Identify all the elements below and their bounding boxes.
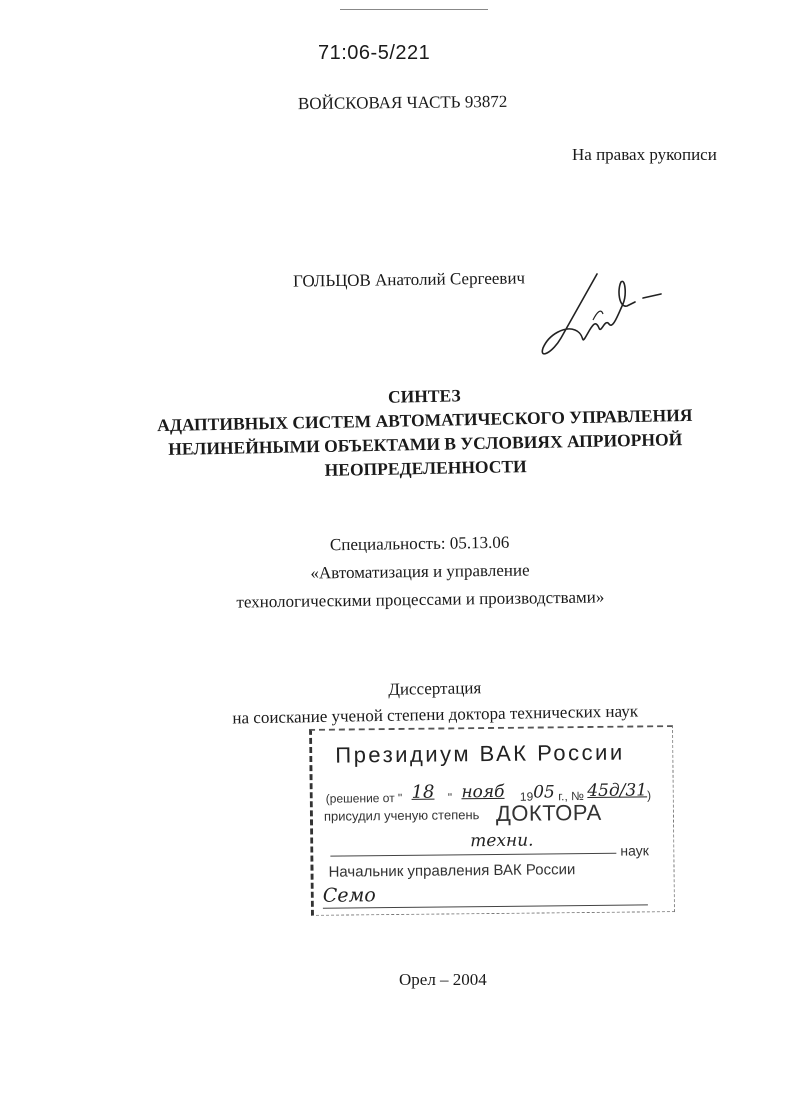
title-line-3: НЕОПРЕДЕЛЕННОСТИ [324, 456, 527, 480]
stamp-degree: ДОКТОРА [495, 799, 602, 826]
dissertation-type: Диссертация [388, 678, 482, 699]
specialty-name-1: «Автоматизация и управление [310, 560, 530, 583]
archive-code: 71:06-5/221 [318, 42, 431, 64]
stamp-field-handwritten: техни. [470, 830, 534, 852]
specialty-name-2: технологическими процессами и производствами» [236, 587, 605, 612]
specialty-block [199, 527, 640, 617]
place-year: Орел – 2004 [399, 970, 487, 989]
decision-month: нояб [461, 781, 505, 803]
dissertation-purpose: на соискание ученой степени доктора технических наук [232, 701, 639, 728]
title-line-1: АДАПТИВНЫХ СИСТЕМ АВТОМАТИЧЕСКОГО УПРАВЛЕНИЯ [157, 404, 693, 436]
title-heading: СИНТЕЗ [387, 385, 461, 407]
top-scan-line [340, 9, 488, 10]
stamp-chief-signature: Семо [322, 884, 376, 907]
decision-suffix: ) [647, 788, 652, 803]
decision-prefix: (решение от " [325, 790, 403, 806]
dissertation-title [139, 379, 711, 486]
decision-number: 45д/31 [587, 780, 648, 801]
stamp-field-suffix: наук [620, 842, 649, 859]
stamp-chief-title: Начальник управления ВАК России [328, 861, 576, 881]
vak-stamp [309, 725, 673, 915]
title-line-2: НЕЛИНЕЙНЫМИ ОБЪЕКТАМИ В УСЛОВИЯХ АПРИОРНОЙ [168, 429, 683, 459]
dissertation-block [200, 672, 671, 732]
author-name: ГОЛЬЦОВ Анатолий Сергеевич [292, 268, 526, 291]
decision-year-prefix: 19 [519, 789, 534, 804]
organization: ВОЙСКОВАЯ ЧАСТЬ 93872 [297, 91, 508, 114]
stamp-decision-line: (решение от " 18 " нояб 1905 г., № 45д/31) [325, 780, 652, 806]
decision-number-prefix: г., № [558, 789, 585, 804]
stamp-awarded-text: присудил ученую степень [323, 807, 480, 824]
decision-day: 18 [411, 781, 435, 803]
decision-year: 05 [533, 782, 555, 803]
specialty-code: Специальность: 05.13.06 [329, 532, 510, 555]
stamp-header: Президиум ВАК России [335, 739, 625, 768]
rights-note: На правах рукописи [572, 145, 717, 164]
author-signature [535, 268, 665, 363]
